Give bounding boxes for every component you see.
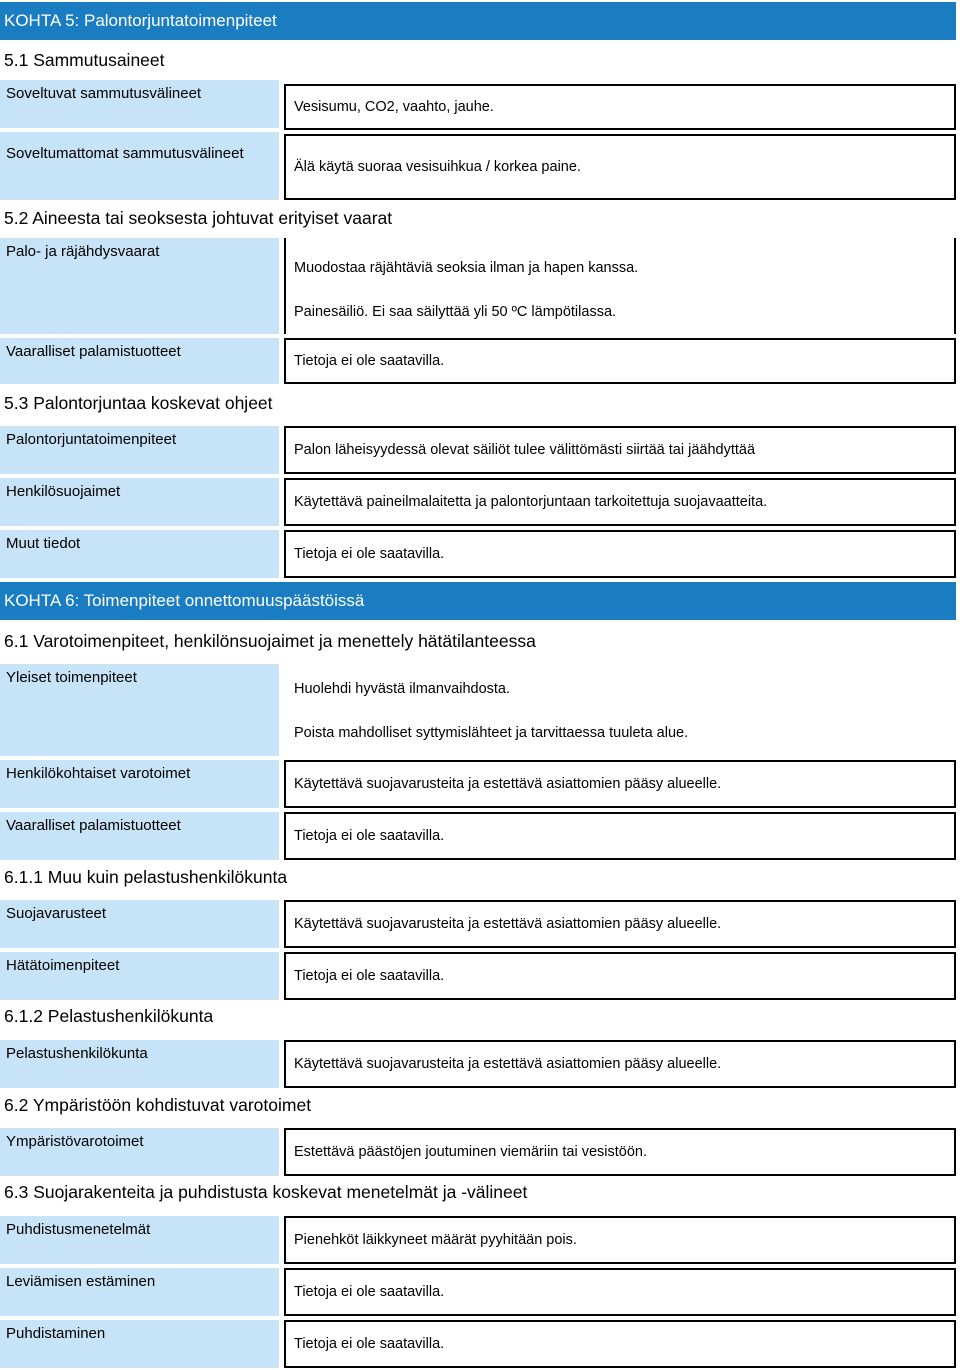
- section-6-header: KOHTA 6: Toimenpiteet onnettomuuspäästöissä: [0, 582, 956, 620]
- hazard-line-1: Muodostaa räjähtäviä seoksia ilman ja hapen kanssa.: [294, 260, 639, 276]
- subsection-5-1-title: 5.1 Sammutusaineet: [4, 50, 165, 70]
- subsection-5-3-title: 5.3 Palontorjuntaa koskevat ohjeet: [4, 393, 273, 413]
- label-unsuitable-extinguishers: Soveltumattomat sammutusvälineet: [0, 132, 279, 200]
- value-personal-precautions: Käytettävä suojavarusteita ja estettävä asiattomien pääsy alueelle.: [284, 760, 956, 808]
- value-protective-gear: Käytettävä suojavarusteita ja estettävä asiattomien pääsy alueelle.: [284, 900, 956, 948]
- subsection-6-1-1-title: 6.1.1 Muu kuin pelastushenkilökunta: [4, 867, 288, 887]
- label-general-measures: Yleiset toimenpiteet: [0, 664, 279, 756]
- label-protective-gear: Suojavarusteet: [0, 900, 279, 948]
- value-hazardous-combustion-6: Tietoja ei ole saatavilla.: [284, 812, 956, 860]
- value-suitable-extinguishers: Vesisumu, CO2, vaahto, jauhe.: [284, 84, 956, 130]
- value-cleaning-methods: Pienehköt läikkyneet määrät pyyhitään pois.: [284, 1216, 956, 1264]
- label-hazardous-combustion-6: Vaaralliset palamistuotteet: [0, 812, 279, 860]
- value-protective-equipment: Käytettävä paineilmalaitetta ja palontorjuntaan tarkoitettuja suojavaatteita.: [284, 478, 956, 526]
- label-environmental-precautions: Ympäristövarotoimet: [0, 1128, 279, 1176]
- label-fire-explosion-hazards: Palo- ja räjähdysvaarat: [0, 238, 279, 334]
- subsection-5-2-title: 5.2 Aineesta tai seoksesta johtuvat erityiset vaarat: [4, 208, 393, 228]
- subsection-6-2-title: 6.2 Ympäristöön kohdistuvat varotoimet: [4, 1095, 312, 1115]
- label-cleaning-up: Puhdistaminen: [0, 1320, 279, 1368]
- label-firefighting-measures: Palontorjuntatoimenpiteet: [0, 426, 279, 474]
- value-containment: Tietoja ei ole saatavilla.: [284, 1268, 956, 1316]
- label-other-info: Muut tiedot: [0, 530, 279, 578]
- label-protective-equipment: Henkilösuojaimet: [0, 478, 279, 526]
- label-cleaning-methods: Puhdistusmenetelmät: [0, 1216, 279, 1264]
- subsection-6-1-2-title: 6.1.2 Pelastushenkilökunta: [4, 1006, 214, 1026]
- value-emergency-procedures: Tietoja ei ole saatavilla.: [284, 952, 956, 1000]
- value-cleaning-up: Tietoja ei ole saatavilla.: [284, 1320, 956, 1368]
- subsection-6-1-title: 6.1 Varotoimenpiteet, henkilönsuojaimet ja menettely hätätilanteessa: [4, 631, 536, 651]
- section-5-header: KOHTA 5: Palontorjuntatoimenpiteet: [0, 2, 956, 40]
- subsection-6-3-title: 6.3 Suojarakenteita ja puhdistusta koskevat menetelmät ja -välineet: [4, 1182, 528, 1202]
- value-emergency-responders: Käytettävä suojavarusteita ja estettävä asiattomien pääsy alueelle.: [284, 1040, 956, 1088]
- value-unsuitable-extinguishers: Älä käytä suoraa vesisuihkua / korkea paine.: [284, 134, 956, 200]
- label-emergency-responders: Pelastushenkilökunta: [0, 1040, 279, 1088]
- label-suitable-extinguishers: Soveltuvat sammutusvälineet: [0, 80, 279, 128]
- hazard-line-2: Painesäiliö. Ei saa säilyttää yli 50 ºC lämpötilassa.: [294, 304, 617, 320]
- general-line-2: Poista mahdolliset syttymislähteet ja tarvittaessa tuuleta alue.: [294, 725, 689, 741]
- label-emergency-procedures: Hätätoimenpiteet: [0, 952, 279, 1000]
- value-environmental-precautions: Estettävä päästöjen joutuminen viemäriin tai vesistöön.: [284, 1128, 956, 1176]
- value-other-info: Tietoja ei ole saatavilla.: [284, 530, 956, 578]
- label-personal-precautions: Henkilökohtaiset varotoimet: [0, 760, 279, 808]
- value-firefighting-measures: Palon läheisyydessä olevat säiliöt tulee välittömästi siirtää tai jäähdyttää: [284, 426, 956, 474]
- label-containment: Leviämisen estäminen: [0, 1268, 279, 1316]
- general-line-1: Huolehdi hyvästä ilmanvaihdosta.: [294, 681, 511, 697]
- label-hazardous-combustion-5: Vaaralliset palamistuotteet: [0, 338, 279, 384]
- value-hazardous-combustion-5: Tietoja ei ole saatavilla.: [284, 338, 956, 384]
